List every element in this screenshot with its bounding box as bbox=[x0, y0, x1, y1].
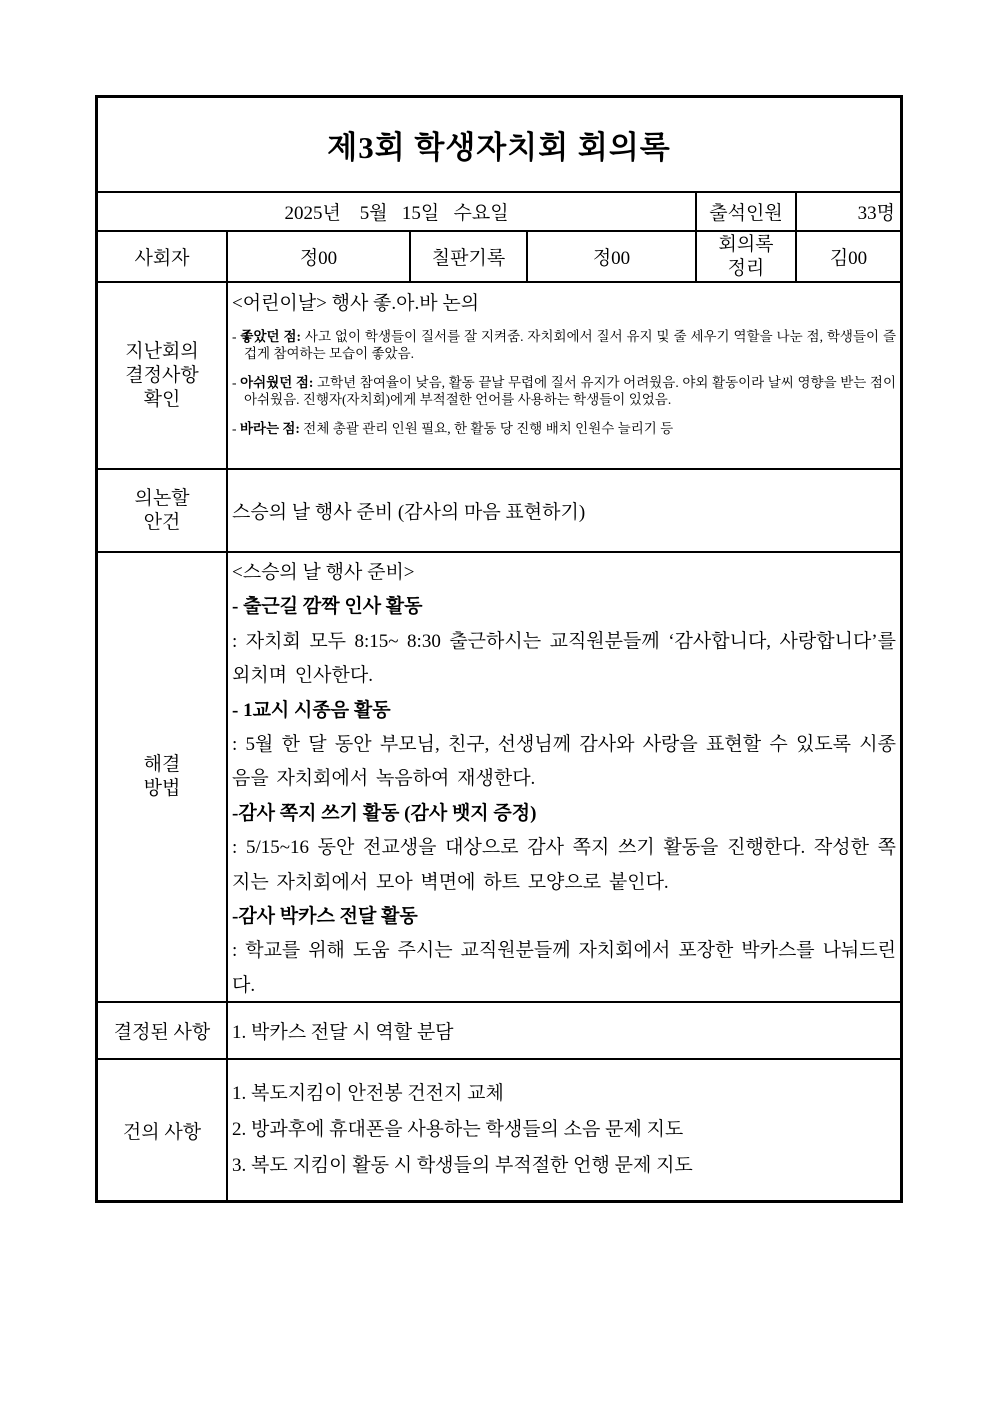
solution-label-line1: 해결 bbox=[143, 754, 181, 775]
decision-row bbox=[98, 1003, 900, 1060]
review-item-good bbox=[232, 328, 896, 362]
previous-meeting-row bbox=[98, 283, 900, 470]
review-item-regret-title: 아쉬웠던 점: bbox=[240, 375, 314, 390]
meeting-date: 2025년 5월 15일 수요일 bbox=[98, 193, 697, 230]
activity-thank-notes bbox=[232, 797, 896, 900]
minutes-writer-label-line1: 회의록 bbox=[718, 233, 774, 255]
agenda-label-line1: 의논할 bbox=[134, 487, 190, 509]
suggestion-content bbox=[228, 1060, 900, 1200]
suggestion-label: 건의 사항 bbox=[98, 1060, 228, 1200]
attendance-label: 출석인원 bbox=[697, 193, 797, 230]
title-row bbox=[98, 98, 900, 193]
suggestion-item-3: 3. 복도 지킴이 활동 시 학생들의 부적절한 언행 문제 지도 bbox=[232, 1155, 693, 1176]
board-recorder-value: 정00 bbox=[528, 232, 697, 281]
roles-row bbox=[98, 232, 900, 283]
meeting-minutes-table bbox=[95, 95, 903, 1203]
moderator-label: 사회자 bbox=[98, 232, 228, 281]
agenda-label bbox=[98, 470, 228, 551]
activity-bacchus-title: -감사 박카스 전달 활동 bbox=[232, 906, 418, 928]
review-item-good-title: 좋았던 점: bbox=[240, 329, 301, 344]
previous-meeting-label bbox=[98, 283, 228, 468]
previous-meeting-heading: <어린이날> 행사 좋.아.바 논의 bbox=[232, 293, 480, 314]
suggestion-item-2: 2. 방과후에 휴대폰을 사용하는 학생들의 소음 문제 지도 bbox=[232, 1119, 684, 1140]
solution-content bbox=[228, 553, 900, 1001]
minutes-writer-label-line2: 정리 bbox=[727, 257, 765, 279]
review-item-good-body: 사고 없이 학생들이 질서를 잘 지켜줌. 자치회에서 질서 유지 및 줄 세우기 역할을 나눈 점, 학생들이 즐겁게 참여하는 모습이 좋았음. bbox=[244, 329, 896, 361]
activity-chime-title: - 1교시 시종음 활동 bbox=[232, 699, 391, 721]
dash: - bbox=[232, 329, 241, 344]
review-item-wish bbox=[232, 420, 896, 437]
decision-content: 1. 박카스 전달 시 역할 분담 bbox=[232, 1022, 454, 1043]
dash: - bbox=[232, 421, 240, 436]
previous-meeting-content bbox=[228, 283, 900, 468]
activity-thank-notes-desc: : 5/15~16 동안 전교생을 대상으로 감사 쪽지 쓰기 활동을 진행한다. 작성한 쪽지는 자치회에서 모아 벽면에 하트 모양으로 붙인다. bbox=[232, 837, 896, 893]
review-item-wish-title: 바라는 점: bbox=[239, 421, 300, 436]
activity-morning-greeting-title: - 출근길 깜짝 인사 활동 bbox=[232, 596, 423, 618]
solution-heading: <스승의 날 행사 준비> bbox=[232, 562, 415, 583]
agenda-label-line2: 안건 bbox=[143, 511, 181, 533]
review-item-regret-body: 고학년 참여율이 낮음, 활동 끝날 무렵에 질서 유지가 어려웠음. 야외 활동이라 날씨 영향을 받는 점이 아쉬웠음. 진행자(자치회)에게 부적절한 언어를 사용하는 학생들이 있었음. bbox=[244, 375, 897, 407]
document-title: 제3회 학생자치회 회의록 bbox=[327, 130, 671, 165]
agenda-content: 스승의 날 행사 준비 (감사의 마음 표현하기) bbox=[232, 502, 586, 523]
board-recorder-label: 칠판기록 bbox=[411, 232, 528, 281]
dash: - bbox=[232, 375, 241, 390]
suggestion-row bbox=[98, 1060, 900, 1200]
solution-label-line2: 방법 bbox=[143, 778, 181, 799]
minutes-writer-label bbox=[697, 232, 797, 281]
review-item-wish-body: 전체 총괄 관리 인원 필요, 한 활동 당 진행 배치 인원수 늘리기 등 bbox=[299, 421, 674, 436]
solution-row bbox=[98, 553, 900, 1003]
solution-label bbox=[98, 553, 228, 1001]
activity-bacchus-desc: : 학교를 위해 도움 주시는 교직원분들께 자치회에서 포장한 박카스를 나눠드린다. bbox=[232, 940, 896, 996]
previous-meeting-label-line2: 결정사항 bbox=[125, 364, 199, 386]
minutes-writer-value: 김00 bbox=[829, 248, 868, 269]
decision-label: 결정된 사항 bbox=[98, 1003, 228, 1058]
activity-bacchus bbox=[232, 900, 896, 1001]
activity-thank-notes-title: -감사 쪽지 쓰기 활동 (감사 뱃지 증정) bbox=[232, 802, 537, 824]
activity-morning-greeting-desc: : 자치회 모두 8:15~ 8:30 출근하시는 교직원분들께 ‘감사합니다, 사랑합니다’를 외치며 인사한다. bbox=[232, 630, 896, 687]
moderator-value: 정00 bbox=[228, 232, 411, 281]
review-item-regret bbox=[232, 374, 896, 408]
agenda-row bbox=[98, 470, 900, 553]
previous-meeting-label-line3: 확인 bbox=[143, 388, 181, 410]
activity-chime bbox=[232, 694, 896, 797]
activity-morning-greeting bbox=[232, 590, 896, 693]
activity-chime-desc: : 5월 한 달 동안 부모님, 친구, 선생님께 감사와 사랑을 표현할 수 있도록 시종음을 자치회에서 녹음하여 재생한다. bbox=[232, 734, 896, 790]
date-row bbox=[98, 193, 900, 232]
suggestion-item-1: 1. 복도지킴이 안전봉 건전지 교체 bbox=[232, 1083, 504, 1104]
previous-meeting-label-line1: 지난회의 bbox=[125, 340, 199, 362]
attendance-value: 33명 bbox=[857, 203, 895, 224]
